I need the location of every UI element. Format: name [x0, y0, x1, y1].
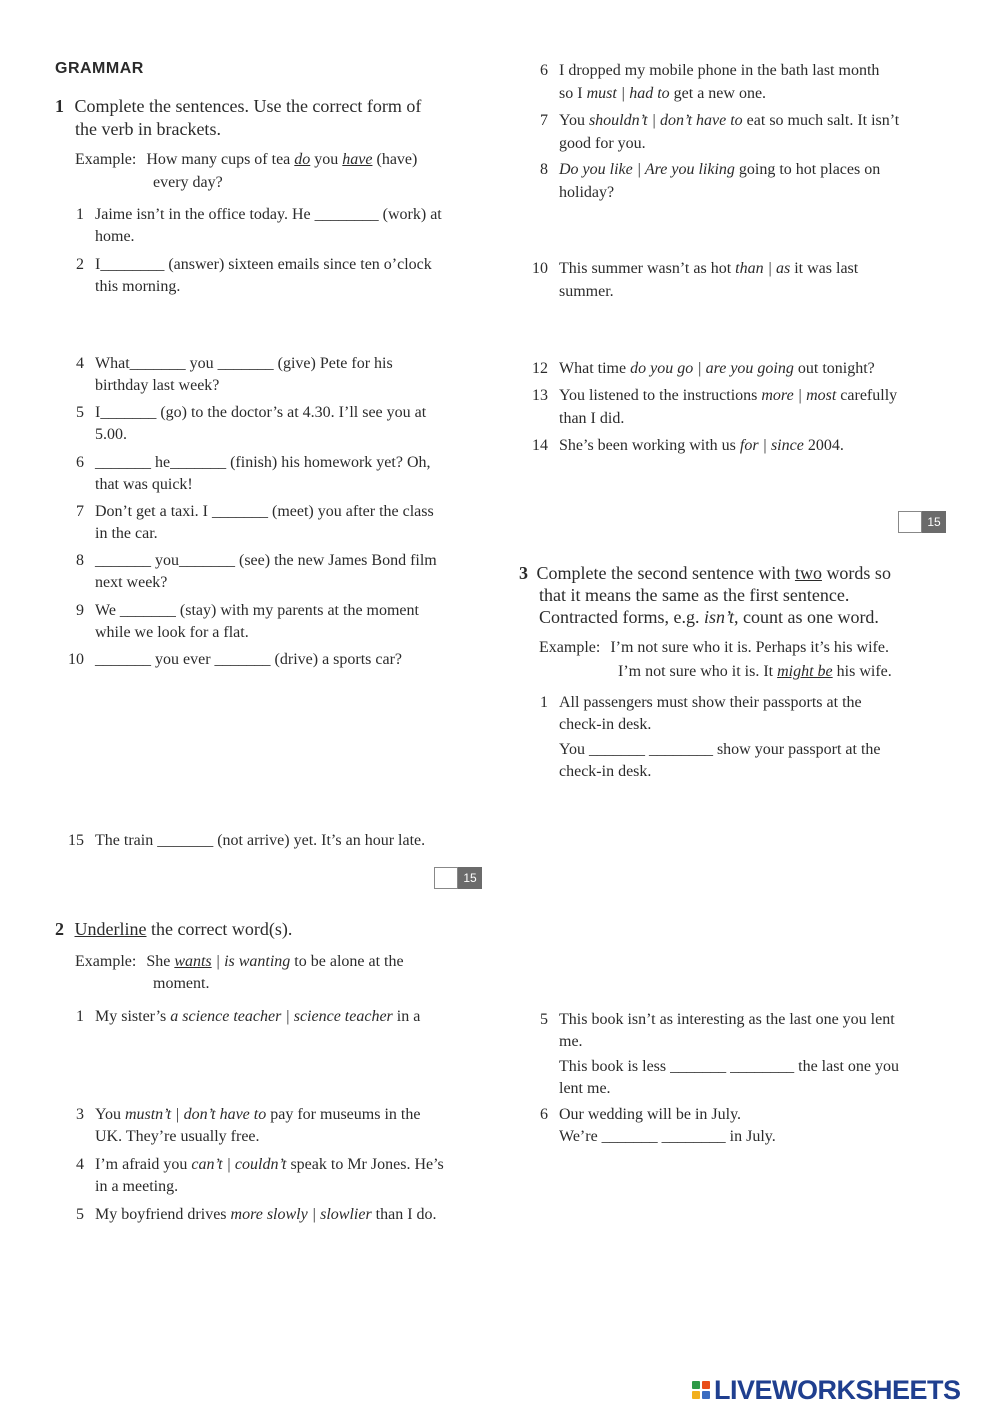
item-options[interactable]: more slowly | slowlier [230, 1206, 372, 1223]
section3-instruction-pre: Complete the second sentence with [536, 563, 795, 583]
example-label: Example: [75, 151, 137, 168]
item-post: pay for museums in the [266, 1106, 421, 1123]
item-l1: All passengers must show their passports at the [559, 694, 862, 711]
item-number: 3 [76, 1106, 84, 1123]
item-l2-options[interactable]: must | had to [586, 85, 670, 102]
item-number: 6 [540, 62, 548, 79]
item-number: 13 [532, 387, 548, 404]
item-line2: this morning. [95, 278, 181, 295]
item-l2-pre: summer. [559, 283, 614, 300]
exercise2-item [55, 1006, 495, 1052]
item-number: 12 [532, 360, 548, 377]
item-options[interactable]: for | since [739, 437, 804, 454]
score-input[interactable] [898, 511, 922, 533]
exercise2-item [519, 110, 959, 156]
item-l2-pre: than I did. [559, 410, 625, 427]
item-options[interactable]: can’t | couldn’t [191, 1156, 287, 1173]
item-line1 [559, 435, 844, 458]
item-post: eat so much salt. It isn’t [742, 112, 900, 129]
exercise1-item [55, 600, 485, 646]
item-l2[interactable]: We’re _______ ________ in July. [559, 1128, 776, 1145]
logo-square [702, 1391, 710, 1399]
item-line1[interactable]: The train _______ (not arrive) yet. It’s an hour late. [95, 832, 426, 849]
item-line2: birthday last week? [95, 377, 220, 394]
item-number: 10 [68, 651, 84, 668]
section3-l3-pre: Contracted forms, e.g. [539, 607, 704, 627]
item-line1 [559, 358, 875, 381]
item-options[interactable]: do you go | are you going [630, 360, 794, 377]
section3-instruction-post: words so [821, 563, 891, 583]
item-line1 [95, 1154, 444, 1177]
item-line1 [559, 110, 899, 133]
page-heading: GRAMMAR [55, 60, 144, 77]
item-pre: What time [559, 360, 631, 377]
item-line2 [559, 408, 624, 431]
item-line2: next week? [95, 574, 168, 591]
item-pre: My boyfriend drives [95, 1206, 231, 1223]
section3-l3-post: , count as one word. [733, 607, 879, 627]
exercise1-item [55, 649, 485, 695]
logo-text: LIVEWORKSHEETS [714, 1374, 961, 1405]
example-label: Example: [539, 639, 601, 656]
item-line1[interactable]: We _______ (stay) with my parents at the moment [95, 602, 419, 619]
item-l3[interactable]: This book is less _______ ________ the last one you [559, 1058, 899, 1075]
exercise1-item [55, 204, 485, 250]
item-post: 2004. [803, 437, 844, 454]
liveworksheets-logo [692, 1375, 961, 1405]
item-line2: 5.00. [95, 426, 127, 443]
example-text-mid: you [310, 151, 343, 168]
item-pre: You [95, 1106, 125, 1123]
item-line1 [95, 1204, 437, 1227]
section1-number: 1 [55, 96, 64, 116]
item-l4: lent me. [559, 1080, 611, 1097]
item-post: it was last [790, 260, 859, 277]
item-post: speak to Mr Jones. He’s [286, 1156, 444, 1173]
item-number: 8 [76, 552, 84, 569]
exercise2-item [55, 1204, 495, 1250]
example-l2-post: his wife. [832, 663, 892, 680]
item-line1 [559, 60, 879, 83]
item-l1: Our wedding will be in July. [559, 1106, 742, 1123]
logo-square [702, 1381, 710, 1389]
item-options[interactable]: mustn’t | don’t have to [124, 1106, 267, 1123]
section2-score-box [898, 511, 946, 533]
item-line2 [559, 281, 614, 304]
score-input[interactable] [434, 867, 458, 889]
exercise2-item [55, 1104, 495, 1150]
item-options[interactable]: than | as [735, 260, 791, 277]
item-pre: My sister’s [95, 1008, 171, 1025]
section3-instruction-line2: that it means the same as the first sentence. [539, 585, 850, 605]
item-number: 15 [68, 832, 84, 849]
example-post: to be alone at the [290, 953, 404, 970]
example-answer-1: do [294, 151, 311, 168]
item-number: 9 [76, 602, 84, 619]
item-number: 6 [540, 1106, 548, 1123]
example-option-2: is wanting [224, 953, 291, 970]
item-line2: that was quick! [95, 476, 193, 493]
example-label: Example: [75, 953, 137, 970]
item-number: 7 [540, 112, 548, 129]
item-line2: home. [95, 228, 135, 245]
exercise2-item [519, 159, 959, 205]
section3-example-line2 [618, 661, 892, 684]
exercise2-item [55, 1154, 495, 1200]
exercise2-item [519, 435, 959, 481]
item-line1 [95, 1006, 420, 1029]
example-answer-2: have [342, 151, 373, 168]
item-number: 1 [540, 694, 548, 711]
exercise1-item [55, 452, 485, 498]
item-options[interactable]: a science teacher | science teacher [170, 1008, 393, 1025]
item-post: carefully [836, 387, 898, 404]
section2-example-line2: moment. [153, 975, 210, 992]
item-line2 [559, 182, 614, 205]
score-total: 15 [922, 511, 946, 533]
item-line1[interactable]: _______ you_______ (see) the new James Bond film [95, 552, 437, 569]
item-number: 1 [76, 206, 84, 223]
logo-mark-icon [692, 1381, 710, 1399]
example-l2-pre: I’m not sure who it is. It [618, 663, 778, 680]
example-line1: I’m not sure who it is. Perhaps it’s his wife. [610, 639, 889, 656]
example-option-1: wants [174, 953, 212, 970]
item-line1[interactable]: What_______ you _______ (give) Pete for his [95, 355, 393, 372]
item-number: 6 [76, 454, 84, 471]
exercise2-item [519, 258, 959, 304]
exercise1-item [55, 353, 485, 399]
section3-instruction-line3 [539, 606, 879, 628]
item-post: going to hot places on [734, 161, 881, 178]
item-pre: I’m afraid you [95, 1156, 192, 1173]
section1-example-line2: every day? [153, 174, 223, 191]
item-line1[interactable]: _______ you ever _______ (drive) a sports car? [95, 651, 403, 668]
isnt-word: isn’t [703, 607, 734, 627]
item-post: out tonight? [793, 360, 875, 377]
item-line2: while we look for a flat. [95, 624, 249, 641]
exercise1-item [55, 402, 485, 448]
item-line1[interactable]: _______ he_______ (finish) his homework yet? Oh, [95, 454, 431, 471]
exercise1-item [55, 830, 485, 876]
exercise1-item [55, 254, 485, 300]
item-l2: check-in desk. [559, 716, 652, 733]
item-l2-pre: so I [559, 85, 587, 102]
item-l2: me. [559, 1033, 583, 1050]
item-pre: You listened to the instructions [559, 387, 762, 404]
item-number: 14 [532, 437, 548, 454]
item-number: 8 [540, 161, 548, 178]
exercise2-item [519, 60, 959, 106]
section1-instruction-line2: the verb in brackets. [75, 119, 221, 139]
item-l1: This book isn’t as interesting as the last one you lent [559, 1011, 895, 1028]
item-options[interactable]: more | most [761, 387, 837, 404]
example-text-post: (have) [372, 151, 418, 168]
logo-square [692, 1391, 700, 1399]
item-post: than I do. [371, 1206, 437, 1223]
item-post: in a [392, 1008, 421, 1025]
item-l2-post: get a new one. [669, 85, 767, 102]
exercise3-item [519, 692, 959, 784]
item-number: 7 [76, 503, 84, 520]
item-line1 [559, 258, 858, 281]
section1-instruction [55, 95, 421, 117]
item-line1[interactable]: I________ (answer) sixteen emails since ten o’clock [95, 256, 432, 273]
item-line1 [95, 1104, 420, 1127]
section2-example [75, 951, 404, 974]
item-number: 4 [76, 355, 84, 372]
item-pre: She’s been working with us [559, 437, 740, 454]
item-number: 5 [76, 1206, 84, 1223]
underline-word: Underline [74, 919, 147, 939]
two-word: two [794, 563, 822, 583]
exercise2-item [519, 385, 959, 431]
section2-number: 2 [55, 919, 64, 939]
section2-instruction-rest: the correct word(s). [146, 919, 293, 939]
exercise1-item [55, 501, 485, 547]
item-pre: This summer wasn’t as hot [559, 260, 736, 277]
exercise3-item [519, 1009, 959, 1101]
example-separator: | [211, 953, 225, 970]
item-line2 [559, 83, 766, 106]
exercise1-item [55, 550, 485, 596]
item-options[interactable]: Do you like | Are you liking [559, 161, 735, 178]
item-number: 5 [76, 404, 84, 421]
logo-square [692, 1381, 700, 1389]
item-line2 [559, 133, 646, 156]
item-number: 1 [76, 1008, 84, 1025]
item-line1[interactable]: Jaime isn’t in the office today. He ________ (work) at [95, 206, 442, 223]
item-l2-pre: good for you. [559, 135, 646, 152]
item-line2: in the car. [95, 525, 158, 542]
item-number: 10 [532, 260, 548, 277]
example-answer: might be [777, 663, 833, 680]
section3-number: 3 [519, 563, 528, 583]
section3-instruction [519, 562, 891, 584]
section1-score-box [434, 867, 482, 889]
item-pre: I dropped my mobile phone in the bath last month [559, 62, 880, 79]
section1-example [75, 149, 417, 172]
section3-example [539, 637, 889, 660]
item-line2: UK. They’re usually free. [95, 1128, 260, 1145]
item-line1 [559, 159, 880, 182]
item-number: 2 [76, 256, 84, 273]
item-l2-pre: holiday? [559, 184, 615, 201]
example-pre: She [146, 953, 175, 970]
item-line1 [559, 385, 897, 408]
section1-instruction-line1: Complete the sentences. Use the correct form of [74, 96, 422, 116]
item-l3[interactable]: You _______ ________ show your passport at the [559, 741, 881, 758]
item-options[interactable]: shouldn’t | don’t have to [588, 112, 743, 129]
exercise3-item [519, 1104, 959, 1196]
item-line1[interactable]: Don’t get a taxi. I _______ (meet) you after the class [95, 503, 434, 520]
score-total: 15 [458, 867, 482, 889]
item-line2: in a meeting. [95, 1178, 179, 1195]
item-l4: check-in desk. [559, 763, 652, 780]
item-number: 5 [540, 1011, 548, 1028]
example-text-pre: How many cups of tea [146, 151, 295, 168]
item-pre: You [559, 112, 589, 129]
section2-instruction [55, 918, 292, 940]
item-number: 4 [76, 1156, 84, 1173]
item-line1[interactable]: I_______ (go) to the doctor’s at 4.30. I’ll see you at [95, 404, 427, 421]
